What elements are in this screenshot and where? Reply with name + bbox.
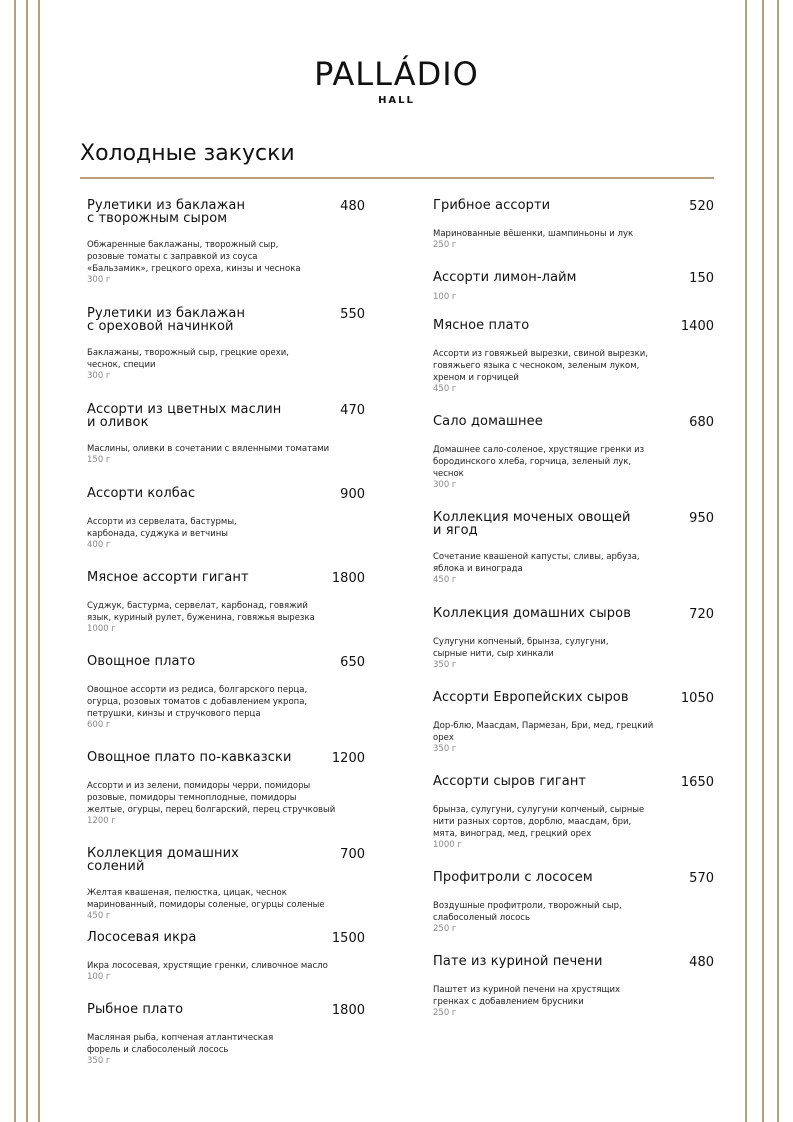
menu-item [433, 608, 714, 692]
border-line-right-middle [762, 0, 764, 1122]
menu-item-description: Овощное ассорти из редиса, болгарского перца, огурца, розовых томатов с добавлением укропа, петрушки, кинзы и стручкового перца [87, 685, 308, 719]
menu-item-header [433, 692, 714, 706]
border-line-left-middle [26, 0, 28, 1122]
menu-item-price: 900 [340, 487, 365, 502]
menu-item-description: Желтая квашеная, пелюстка, цицак, чеснок маринованный, помидоры соленые, огурцы соленые [87, 888, 325, 910]
menu-item-price: 680 [689, 415, 714, 430]
menu-item [87, 488, 365, 572]
menu-item-price: 1800 [331, 571, 365, 586]
menu-item-weight: 300 г [87, 275, 111, 285]
menu-item-description: Сочетание квашеной капусты, сливы, арбуза, яблока и винограда [433, 552, 640, 574]
menu-item-name: Мясное ассорти гигант [87, 570, 249, 585]
menu-item-name: Ассорти колбас [87, 486, 196, 501]
menu-item-price: 470 [340, 403, 365, 418]
menu-item-name: Ассорти из цветных маслин и оливок [87, 402, 282, 430]
menu-item-price: 1650 [680, 775, 714, 790]
menu-item-header [433, 320, 714, 334]
menu-item-price: 1500 [331, 931, 365, 946]
menu-item-name: Лососевая икра [87, 930, 197, 945]
menu-item-weight: 450 г [87, 911, 111, 921]
menu-item-description: Сулугуни копченый, брынза, сулугуни, сырные нити, сыр хинкали [433, 637, 609, 659]
menu-item-header [433, 416, 714, 430]
menu-item-header [87, 200, 365, 225]
menu-item-header [87, 848, 365, 873]
menu-item-header [433, 272, 714, 286]
menu-item-header [433, 872, 714, 886]
menu-item [433, 692, 714, 776]
menu-item-header [87, 572, 365, 586]
menu-column-left [87, 200, 365, 1076]
menu-item-description: Баклажаны, творожный сыр, грецкие орехи, чеснок, специи [87, 348, 289, 370]
menu-item-weight: 600 г [87, 720, 111, 730]
menu-item-price: 570 [689, 871, 714, 886]
menu-item-header [433, 200, 714, 214]
menu-item-weight: 100 г [433, 292, 457, 302]
menu-item-header [87, 308, 365, 333]
menu-item [87, 752, 365, 848]
menu-item-price: 1200 [331, 751, 365, 766]
menu-item-weight: 400 г [87, 540, 111, 550]
menu-item-weight: 150 г [87, 455, 111, 465]
menu-item-weight: 100 г [87, 972, 111, 982]
brand-logo: PALLÁDIO [314, 55, 479, 93]
menu-item-weight: 1000 г [87, 624, 116, 634]
menu-item-name: Коллекция домашних сыров [433, 606, 631, 621]
menu-item-price: 1400 [680, 319, 714, 334]
menu-item-price: 1800 [331, 1003, 365, 1018]
menu-item-description: Ассорти из сервелата, бастурмы, карбонада, суджука и ветчины [87, 517, 237, 539]
menu-item-name: Коллекция моченых овощей и ягод [433, 510, 631, 538]
border-line-right-outer [777, 0, 779, 1122]
menu-item-name: Профитроли с лососем [433, 870, 593, 885]
menu-item-name: Ассорти сыров гигант [433, 774, 587, 789]
menu-item-description: Маринованные вёшенки, шампиньоны и лук [433, 229, 634, 239]
menu-item [433, 956, 714, 1028]
menu-column-right [433, 200, 714, 1028]
section-title: Холодные закуски [80, 141, 295, 166]
menu-item-description: Ассорти и из зелени, помидоры черри, помидоры розовые, помидоры темноплодные, помидоры желтые, огурцы, перец болгарский, перец стручковый [87, 781, 336, 815]
menu-item-weight: 1200 г [87, 816, 116, 826]
menu-item-header [433, 512, 714, 537]
menu-item [87, 308, 365, 404]
menu-item-name: Овощное плато по-кавказски [87, 750, 292, 765]
menu-item-name: Грибное ассорти [433, 198, 551, 213]
menu-item-description: Обжаренные баклажаны, творожный сыр, розовые томаты с заправкой из соуса «Бальзамик», грецкого ореха, кинзы и чеснока [87, 240, 301, 274]
menu-item-name: Ассорти лимон-лайм [433, 270, 577, 285]
border-line-right-inner [745, 0, 747, 1122]
menu-item [433, 872, 714, 956]
menu-item-name: Овощное плато [87, 654, 196, 669]
menu-item [433, 272, 714, 320]
menu-item-description: брынза, сулугуни, сулугуни копченый, сырные нити разных сортов, дорблю, маасдам, бри, мята, виноград, мед, грецкий орех [433, 805, 645, 839]
menu-item-name: Мясное плато [433, 318, 530, 333]
menu-item-description: Ассорти из говяжьей вырезки, свиной вырезки, говяжьего языка с чесноком, зеленым луком, хреном и горчицей [433, 349, 648, 383]
menu-item-price: 1050 [680, 691, 714, 706]
menu-item-description: Маслины, оливки в сочетании с вяленными томатами [87, 444, 330, 454]
menu-item [87, 656, 365, 752]
menu-item-description: Воздушные профитроли, творожный сыр, слабосоленый лосось [433, 901, 622, 923]
menu-item-price: 720 [689, 607, 714, 622]
menu-item-price: 480 [340, 199, 365, 214]
menu-item-weight: 300 г [87, 371, 111, 381]
menu-item [87, 572, 365, 656]
menu-item-header [87, 656, 365, 670]
menu-item-price: 700 [340, 847, 365, 862]
menu-item-name: Рулетики из баклажан с творожным сыром [87, 198, 246, 226]
menu-item-header [87, 752, 365, 766]
menu-item-description: Суджук, бастурма, сервелат, карбонад, говяжий язык, куриный рулет, буженина, говяжья вырезка [87, 601, 315, 623]
menu-item-name: Ассорти Европейских сыров [433, 690, 629, 705]
border-line-left-outer [14, 0, 16, 1122]
menu-item-price: 480 [689, 955, 714, 970]
menu-item-name: Пате из куриной печени [433, 954, 603, 969]
menu-item-weight: 1000 г [433, 840, 462, 850]
menu-item-header [87, 932, 365, 946]
menu-item [87, 1004, 365, 1076]
menu-item-header [87, 488, 365, 502]
menu-item-weight: 250 г [433, 240, 457, 250]
menu-item [87, 848, 365, 932]
menu-item-description: Масляная рыба, копченая атлантическая форель и слабосоленый лосось [87, 1033, 274, 1055]
menu-item-price: 650 [340, 655, 365, 670]
menu-item-weight: 300 г [433, 480, 457, 490]
brand-logo-sub: HALL [378, 95, 415, 106]
menu-item-description: Домашнее сало-соленое, хрустящие гренки из бородинского хлеба, горчица, зеленый лук, чеснок [433, 445, 645, 479]
menu-item-name: Рыбное плато [87, 1002, 184, 1017]
menu-item-price: 520 [689, 199, 714, 214]
title-divider [80, 177, 714, 179]
menu-item [433, 200, 714, 272]
menu-item-name: Коллекция домашних солений [87, 846, 239, 874]
menu-item-weight: 350 г [433, 660, 457, 670]
menu-item [433, 416, 714, 512]
menu-item-description: Паштет из куриной печени на хрустящих гренках с добавлением брусники [433, 985, 621, 1007]
menu-item-weight: 350 г [87, 1056, 111, 1066]
menu-item-header [433, 956, 714, 970]
menu-item-name: Рулетики из баклажан с ореховой начинкой [87, 306, 246, 334]
menu-item [87, 932, 365, 1004]
menu-item [433, 320, 714, 416]
menu-item-weight: 350 г [433, 744, 457, 754]
menu-item-price: 150 [689, 271, 714, 286]
menu-item-header [433, 776, 714, 790]
menu-item-weight: 450 г [433, 384, 457, 394]
menu-item-header [87, 1004, 365, 1018]
menu-item-header [87, 404, 365, 429]
menu-item [87, 404, 365, 488]
menu-item [433, 776, 714, 872]
menu-item-description: Икра лососевая, хрустящие гренки, сливочное масло [87, 961, 328, 971]
menu-item-price: 550 [340, 307, 365, 322]
menu-item [433, 512, 714, 608]
menu-item-weight: 250 г [433, 1008, 457, 1018]
menu-item-price: 950 [689, 511, 714, 526]
menu-item-name: Сало домашнее [433, 414, 543, 429]
menu-item-description: Дор-блю, Маасдам, Пармезан, Бри, мед, грецкий орех [433, 721, 654, 743]
menu-item [87, 200, 365, 308]
menu-item-weight: 250 г [433, 924, 457, 934]
border-line-left-inner [38, 0, 40, 1122]
menu-item-header [433, 608, 714, 622]
menu-item-weight: 450 г [433, 575, 457, 585]
